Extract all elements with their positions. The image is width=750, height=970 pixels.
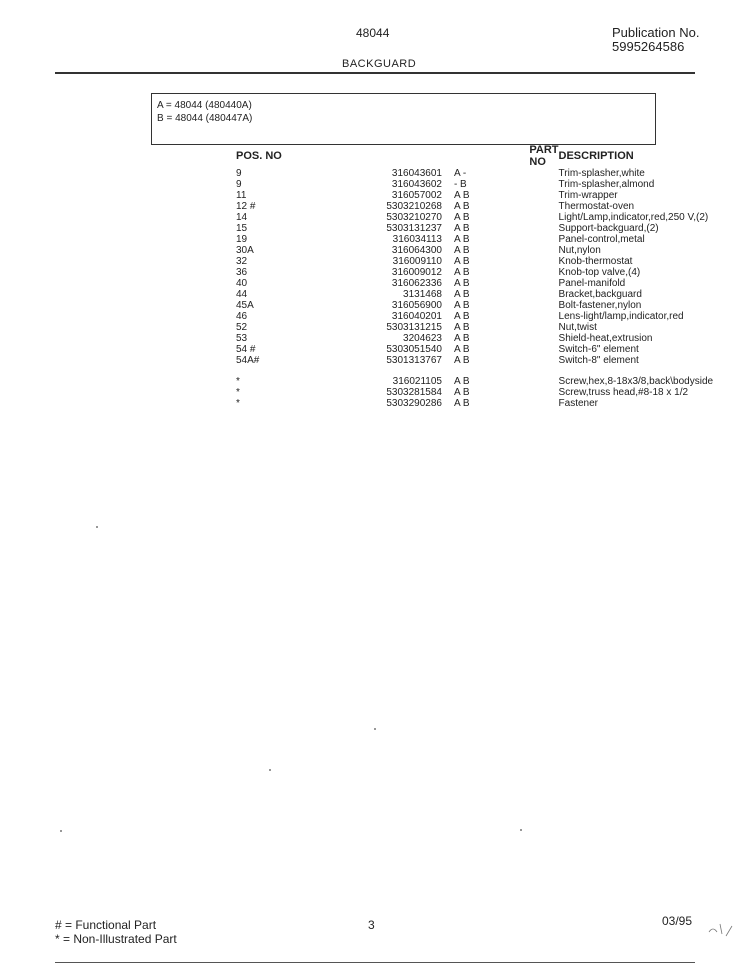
description-cell: Knob-thermostat xyxy=(558,256,633,267)
page-number: 3 xyxy=(368,918,375,932)
pos-cell: 14 xyxy=(236,212,248,223)
part-number-cell: 5303281584 xyxy=(386,387,442,398)
part-number-cell: 316043601 xyxy=(391,168,442,179)
pos-cell: * xyxy=(236,398,240,409)
model-applicability-cell: A B xyxy=(453,289,470,300)
description-cell: Trim-splasher,almond xyxy=(558,179,655,190)
description-cell: Screw,truss head,#8-18 x 1/2 xyxy=(558,387,689,398)
part-number-cell: 5303131215 xyxy=(386,322,442,333)
pos-cell: 44 xyxy=(236,289,248,300)
model-applicability-cell: A - xyxy=(453,168,467,179)
part-number-cell: 3204623 xyxy=(403,333,442,344)
header-divider xyxy=(55,72,695,74)
description-cell: Light/Lamp,indicator,red,250 V,(2) xyxy=(558,212,709,223)
pos-cell: 32 xyxy=(236,256,248,267)
model-applicability-cell: A B xyxy=(453,190,470,201)
model-applicability-cell: A B xyxy=(453,333,470,344)
pos-cell: 9 xyxy=(236,179,242,190)
table-row xyxy=(236,256,750,267)
part-number-cell: 316062336 xyxy=(391,278,442,289)
table-row xyxy=(236,234,750,245)
model-applicability-cell: A B xyxy=(453,234,470,245)
model-applicability-cell: A B xyxy=(453,311,470,322)
footer-divider xyxy=(55,962,695,963)
pos-cell: 45A xyxy=(236,300,254,311)
pos-cell: 36 xyxy=(236,267,248,278)
model-applicability-cell: A B xyxy=(453,376,470,387)
description-cell: Shield-heat,extrusion xyxy=(558,333,653,344)
part-number-cell: 316009012 xyxy=(391,267,442,278)
model-applicability-cell: A B xyxy=(453,245,470,256)
part-number-cell: 316009110 xyxy=(392,256,442,267)
description-cell: Trim-wrapper xyxy=(558,190,618,201)
pos-cell: 9 xyxy=(236,168,242,179)
part-number-cell: 316040201 xyxy=(391,311,442,322)
table-row xyxy=(236,267,750,278)
description-cell: Nut,twist xyxy=(558,322,597,333)
pos-cell: 19 xyxy=(236,234,248,245)
model-legend-a: A = 48044 (480440A) xyxy=(157,100,252,111)
description-cell: Support-backguard,(2) xyxy=(558,223,659,234)
model-applicability-cell: A B xyxy=(453,278,470,289)
model-applicability-cell: A B xyxy=(453,212,470,223)
table-row xyxy=(236,245,750,256)
pos-cell: 54A# xyxy=(236,355,260,366)
model-applicability-cell: A B xyxy=(453,201,470,212)
table-row xyxy=(236,355,750,366)
table-row xyxy=(236,212,750,223)
model-applicability-cell: A B xyxy=(453,256,470,267)
model-applicability-cell: - B xyxy=(453,179,467,190)
model-applicability-cell: A B xyxy=(453,344,470,355)
pos-cell: 52 xyxy=(236,322,248,333)
part-number-cell: 316034113 xyxy=(392,234,442,245)
table-row xyxy=(236,300,750,311)
model-legend-box xyxy=(151,93,656,145)
model-applicability-cell: A B xyxy=(453,267,470,278)
description-cell: Fastener xyxy=(558,398,598,409)
part-number-cell: 3131468 xyxy=(403,289,442,300)
table-row xyxy=(236,311,750,322)
table-row xyxy=(236,376,750,387)
description-cell: Switch-6" element xyxy=(558,344,639,355)
scan-speck xyxy=(374,728,376,730)
table-row xyxy=(236,179,750,190)
model-legend-b: B = 48044 (480447A) xyxy=(157,113,253,124)
pos-cell: 40 xyxy=(236,278,248,289)
scan-speck xyxy=(520,829,522,831)
model-applicability-cell: A B xyxy=(453,387,470,398)
table-row xyxy=(236,398,750,409)
description-cell: Trim-splasher,white xyxy=(558,168,645,179)
table-row xyxy=(236,223,750,234)
part-number-cell: 316043602 xyxy=(391,179,442,190)
part-number-cell: 316056900 xyxy=(391,300,442,311)
model-number: 48044 xyxy=(356,26,390,40)
pos-cell: * xyxy=(236,376,240,387)
description-cell: Nut,nylon xyxy=(558,245,601,256)
pos-cell: * xyxy=(236,387,240,398)
table-row xyxy=(236,333,750,344)
part-number-cell: 5303051540 xyxy=(386,344,442,355)
model-applicability-cell: A B xyxy=(453,300,470,311)
description-cell: Screw,hex,8-18x3/8,back\bodyside xyxy=(558,376,714,387)
publication-block xyxy=(612,26,699,54)
part-number-cell: 316057002 xyxy=(391,190,442,201)
scan-speck xyxy=(269,769,271,771)
description-cell: Switch-8" element xyxy=(558,355,639,366)
column-part: PART NO xyxy=(529,144,559,168)
part-number-cell: 316064300 xyxy=(391,245,442,256)
part-number-cell: 5303131237 xyxy=(386,223,442,234)
table-row xyxy=(236,289,750,300)
table-row xyxy=(236,322,750,333)
part-number-cell: 5303290286 xyxy=(386,398,442,409)
scan-speck xyxy=(96,526,98,528)
publication-number: 5995264586 xyxy=(612,39,685,54)
table-row xyxy=(236,344,750,355)
column-pos: POS. NO xyxy=(236,150,282,162)
table-row xyxy=(236,278,750,289)
legend-functional: # = Functional Part xyxy=(55,918,157,932)
legend-non-illustrated: * = Non-Illustrated Part xyxy=(55,932,177,946)
pos-cell: 54 # xyxy=(236,344,256,355)
table-row xyxy=(236,168,750,179)
table-header-row xyxy=(236,144,750,168)
part-number-cell: 5303210268 xyxy=(386,201,442,212)
table-row xyxy=(236,201,750,212)
pos-cell: 12 # xyxy=(236,201,256,212)
description-cell: Bracket,backguard xyxy=(558,289,642,300)
model-applicability-cell: A B xyxy=(453,398,470,409)
table-row xyxy=(236,190,750,201)
part-number-cell: 5301313767 xyxy=(386,355,442,366)
section-title: BACKGUARD xyxy=(342,58,417,70)
part-number-cell: 5303210270 xyxy=(386,212,442,223)
model-applicability-cell: A B xyxy=(453,223,470,234)
footer-legend xyxy=(55,918,177,946)
description-cell: Thermostat-oven xyxy=(558,201,635,212)
parts-table xyxy=(236,144,750,409)
model-applicability-cell: A B xyxy=(453,355,470,366)
description-cell: Knob-top valve,(4) xyxy=(558,267,641,278)
pos-cell: 30A xyxy=(236,245,254,256)
pos-cell: 11 xyxy=(236,190,247,201)
pos-cell: 15 xyxy=(236,223,248,234)
description-cell: Bolt-fastener,nylon xyxy=(558,300,642,311)
table-row xyxy=(236,387,750,398)
description-cell: Panel-control,metal xyxy=(558,234,645,245)
handwritten-mark-icon xyxy=(705,918,735,940)
pos-cell: 53 xyxy=(236,333,248,344)
pos-cell: 46 xyxy=(236,311,248,322)
model-applicability-cell: A B xyxy=(453,322,470,333)
publication-label: Publication No. xyxy=(612,25,700,40)
row-spacer xyxy=(236,366,750,376)
scan-speck xyxy=(60,830,62,832)
description-cell: Panel-manifold xyxy=(558,278,626,289)
part-number-cell: 316021105 xyxy=(392,376,442,387)
description-cell: Lens-light/lamp,indicator,red xyxy=(558,311,684,322)
revision-date: 03/95 xyxy=(662,914,693,928)
column-description: DESCRIPTION xyxy=(558,150,634,162)
parts-body xyxy=(236,168,750,409)
